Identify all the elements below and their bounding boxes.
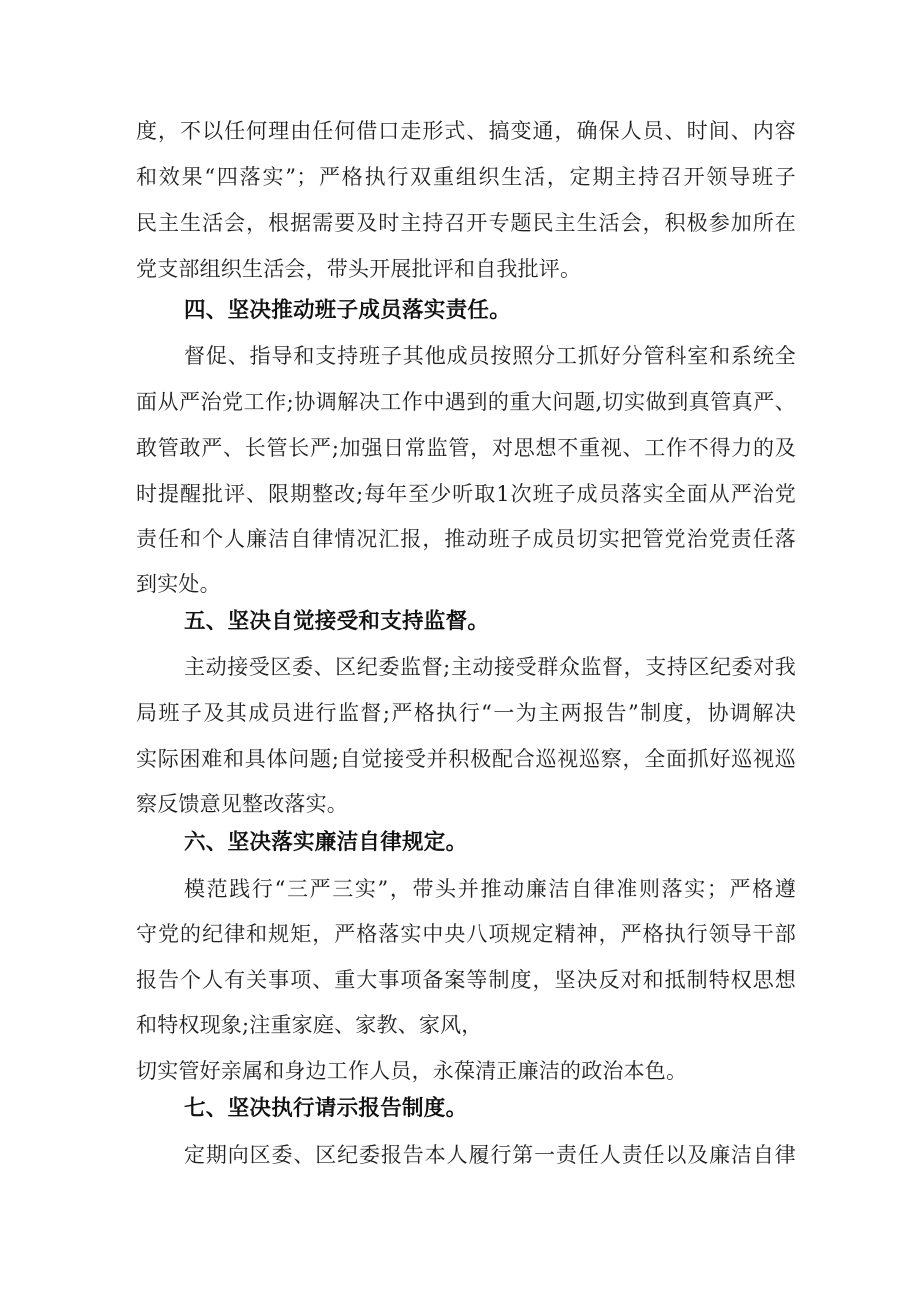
body-text-line: 定期向区委、区纪委报告本人履行第一责任人责任以及廉洁自律 (184, 1143, 796, 1167)
body-text-line: 切实管好亲属和身边工作人员，永葆清正廉洁的政治本色。 (136, 1059, 688, 1083)
body-text-line: 守党的纪律和规矩，严格落实中央八项规定精神，严格执行领导干部 (136, 922, 796, 946)
body-text-line: 报告个人有关事项、重大事项备案等制度，坚决反对和抵制特权思想 (136, 968, 796, 992)
body-text-line: 民主生活会，根据需要及时主持召开专题民主生活会，积极参加所在 (136, 211, 796, 235)
body-text-line: 实际困难和具体问题;自觉接受并积极配合巡视巡察，全面抓好巡视巡 (136, 747, 796, 771)
section-heading-4: 四、坚决推动班子成员落实责任。 (184, 298, 512, 323)
body-text-line: 局班子及其成员进行监督;严格执行“一为主两报告”制度，协调解决 (136, 701, 796, 725)
body-text-line: 督促、指导和支持班子其他成员按照分工抓好分管科室和系统全 (184, 344, 796, 368)
body-text-line: 模范践行“三严三实”，带头并推动廉洁自律准则落实；严格遵 (184, 877, 796, 901)
body-text-line: 和特权现象;注重家庭、家教、家风， (136, 1013, 483, 1037)
section-heading-6: 六、坚决落实廉洁自律规定。 (184, 830, 468, 855)
body-text-line: 敢管敢严、长管长严;加强日常监管，对思想不重视、工作不得力的及 (136, 436, 796, 460)
body-text-line: 时提醒批评、限期整改;每年至少听取1次班子成员落实全面从严治党 (136, 482, 796, 506)
body-text-line: 察反馈意见整改落实。 (136, 792, 348, 816)
body-text-line: 度，不以任何理由任何借口走形式、搞变通，确保人员、时间、内容 (136, 119, 796, 143)
body-text-line: 主动接受区委、区纪委监督;主动接受群众监督，支持区纪委对我 (184, 655, 796, 679)
body-text-line: 责任和个人廉洁自律情况汇报，推动班子成员切实把管党治党责任落 (136, 527, 796, 551)
section-heading-7: 七、坚决执行请示报告制度。 (184, 1096, 468, 1121)
section-heading-5: 五、坚决自觉接受和支持监督。 (184, 609, 490, 634)
body-text-line: 和效果“四落实”；严格执行双重组织生活，定期主持召开领导班子 (136, 165, 796, 189)
body-text-line: 面从严治党工作;协调解决工作中遇到的重大问题,切实做到真管真严、 (136, 390, 796, 414)
body-text-line: 党支部组织生活会，带头开展批评和自我批评。 (136, 257, 582, 281)
body-text-line: 到实处。 (136, 572, 221, 596)
